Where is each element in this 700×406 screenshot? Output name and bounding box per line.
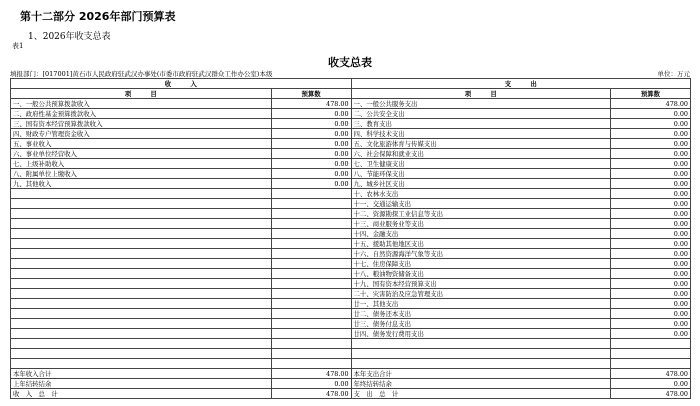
table-row bbox=[11, 269, 691, 279]
expense-item-cell: 三、教育支出 bbox=[351, 119, 610, 129]
expense-value-cell: 0.00 bbox=[610, 379, 690, 389]
income-item-cell: 九、其他收入 bbox=[11, 179, 272, 189]
expense-item-cell bbox=[351, 349, 610, 359]
income-item-cell bbox=[11, 359, 272, 369]
table-row bbox=[11, 359, 691, 369]
income-value-cell: 478.00 bbox=[271, 99, 351, 109]
expense-value-cell: 0.00 bbox=[610, 129, 690, 139]
table-row bbox=[11, 259, 691, 269]
income-item-cell bbox=[11, 339, 272, 349]
income-budget-header: 预算数 bbox=[271, 89, 351, 99]
expense-item-cell: 二十、灾害防治及应急管理支出 bbox=[351, 289, 610, 299]
expense-item-cell: 廿三、债务付息支出 bbox=[351, 319, 610, 329]
expense-item-cell: 五、文化旅游体育与传媒支出 bbox=[351, 139, 610, 149]
table-row bbox=[11, 239, 691, 249]
income-item-cell: 本年收入合计 bbox=[11, 369, 272, 379]
expense-value-cell: 0.00 bbox=[610, 189, 690, 199]
table-row bbox=[11, 209, 691, 219]
income-value-cell bbox=[271, 329, 351, 339]
income-value-cell: 0.00 bbox=[271, 159, 351, 169]
income-item-cell bbox=[11, 349, 272, 359]
expense-value-cell: 0.00 bbox=[610, 209, 690, 219]
income-value-cell bbox=[271, 309, 351, 319]
income-item-cell bbox=[11, 219, 272, 229]
expense-item-cell: 十九、国有资本经营预算支出 bbox=[351, 279, 610, 289]
table-row bbox=[11, 189, 691, 199]
income-item-cell: 三、国有资本经营预算拨款收入 bbox=[11, 119, 272, 129]
expense-item-cell: 十、农林水支出 bbox=[351, 189, 610, 199]
table-row bbox=[11, 349, 691, 359]
income-value-cell bbox=[271, 289, 351, 299]
expense-item-cell: 九、城乡社区支出 bbox=[351, 179, 610, 189]
unit-label: 单位：万元 bbox=[657, 70, 690, 78]
expense-item-cell: 七、卫生健康支出 bbox=[351, 159, 610, 169]
income-value-cell: 0.00 bbox=[271, 379, 351, 389]
table-row bbox=[11, 329, 691, 339]
income-item-cell bbox=[11, 199, 272, 209]
table-row bbox=[11, 169, 691, 179]
table-row bbox=[11, 229, 691, 239]
income-value-cell: 0.00 bbox=[271, 179, 351, 189]
income-value-cell: 0.00 bbox=[271, 169, 351, 179]
report-meta bbox=[10, 69, 690, 78]
expense-item-cell: 十六、自然资源海洋气象等支出 bbox=[351, 249, 610, 259]
expense-item-cell: 四、科学技术支出 bbox=[351, 129, 610, 139]
income-item-cell bbox=[11, 329, 272, 339]
table-column-header bbox=[11, 89, 691, 99]
income-value-cell bbox=[271, 209, 351, 219]
income-value-cell: 0.00 bbox=[271, 149, 351, 159]
expense-value-cell: 0.00 bbox=[610, 219, 690, 229]
income-value-cell bbox=[271, 199, 351, 209]
expense-item-cell: 十二、资源勘探工业信息等支出 bbox=[351, 209, 610, 219]
page-title: 收支总表 bbox=[328, 56, 372, 69]
table-row bbox=[11, 99, 691, 109]
income-item-cell: 八、附属单位上缴收入 bbox=[11, 169, 272, 179]
table-row bbox=[11, 369, 691, 379]
table-row bbox=[11, 309, 691, 319]
income-item-cell bbox=[11, 249, 272, 259]
expense-item-cell bbox=[351, 359, 610, 369]
expense-value-cell bbox=[610, 339, 690, 349]
income-value-cell bbox=[271, 239, 351, 249]
table-row bbox=[11, 219, 691, 229]
table-row bbox=[11, 149, 691, 159]
income-value-cell bbox=[271, 299, 351, 309]
expense-item-cell: 二、公共安全支出 bbox=[351, 109, 610, 119]
table-row bbox=[11, 109, 691, 119]
table-row bbox=[11, 179, 691, 189]
expense-value-cell bbox=[610, 359, 690, 369]
expense-value-cell: 478.00 bbox=[610, 369, 690, 379]
expense-value-cell: 0.00 bbox=[610, 169, 690, 179]
income-item-cell bbox=[11, 229, 272, 239]
income-value-cell bbox=[271, 229, 351, 239]
income-item-cell: 收 入 总 计 bbox=[11, 389, 272, 399]
table-row bbox=[11, 289, 691, 299]
expense-value-cell: 0.00 bbox=[610, 299, 690, 309]
income-value-cell bbox=[271, 259, 351, 269]
income-item-cell bbox=[11, 189, 272, 199]
table-subtitle: 1、2026年收支总表 bbox=[28, 32, 111, 42]
income-value-cell: 0.00 bbox=[271, 109, 351, 119]
expense-value-cell: 0.00 bbox=[610, 159, 690, 169]
income-value-cell bbox=[271, 249, 351, 259]
expense-value-cell: 0.00 bbox=[610, 309, 690, 319]
income-value-cell: 0.00 bbox=[271, 129, 351, 139]
expense-value-cell: 0.00 bbox=[610, 179, 690, 189]
expense-item-cell: 廿四、债务发行费用支出 bbox=[351, 329, 610, 339]
income-item-cell bbox=[11, 209, 272, 219]
expense-value-cell: 478.00 bbox=[610, 99, 690, 109]
reporting-department: 填报部门：[017001]黄石市人民政府驻武汉办事处(市委市政府驻武汉群众工作办公室)本级 bbox=[10, 70, 273, 78]
expense-value-cell: 0.00 bbox=[610, 199, 690, 209]
expense-item-cell: 一、一般公共服务支出 bbox=[351, 99, 610, 109]
income-item-cell bbox=[11, 299, 272, 309]
income-item-cell bbox=[11, 319, 272, 329]
table-row bbox=[11, 279, 691, 289]
table-row bbox=[11, 129, 691, 139]
expense-value-cell: 0.00 bbox=[610, 139, 690, 149]
income-item-cell: 七、上级补助收入 bbox=[11, 159, 272, 169]
income-value-cell bbox=[271, 359, 351, 369]
table-group-header bbox=[11, 79, 691, 89]
income-item-cell: 二、政府性基金预算拨款收入 bbox=[11, 109, 272, 119]
expense-item-cell: 十八、粮油物资储备支出 bbox=[351, 269, 610, 279]
expense-item-cell: 十一、交通运输支出 bbox=[351, 199, 610, 209]
table-row bbox=[11, 139, 691, 149]
expense-item-cell: 八、节能环保支出 bbox=[351, 169, 610, 179]
income-header: 收 入 bbox=[11, 79, 352, 89]
income-item-cell bbox=[11, 309, 272, 319]
expense-header: 支 出 bbox=[351, 79, 690, 89]
income-value-cell: 478.00 bbox=[271, 369, 351, 379]
income-item-cell bbox=[11, 239, 272, 249]
expense-value-cell: 0.00 bbox=[610, 249, 690, 259]
expense-item-cell: 年终结转结余 bbox=[351, 379, 610, 389]
income-item-cell: 六、事业单位经营收入 bbox=[11, 149, 272, 159]
expense-value-cell: 0.00 bbox=[610, 319, 690, 329]
table-row bbox=[11, 119, 691, 129]
expense-item-cell: 十三、商业服务业等支出 bbox=[351, 219, 610, 229]
income-item-cell bbox=[11, 289, 272, 299]
income-item-cell bbox=[11, 269, 272, 279]
expense-value-cell: 0.00 bbox=[610, 229, 690, 239]
expense-value-cell: 0.00 bbox=[610, 149, 690, 159]
expense-value-cell: 0.00 bbox=[610, 289, 690, 299]
income-value-cell bbox=[271, 269, 351, 279]
income-value-cell: 0.00 bbox=[271, 139, 351, 149]
income-value-cell: 0.00 bbox=[271, 119, 351, 129]
expense-budget-header: 预算数 bbox=[610, 89, 690, 99]
table-row bbox=[11, 199, 691, 209]
income-value-cell bbox=[271, 189, 351, 199]
income-value-cell: 478.00 bbox=[271, 389, 351, 399]
expense-item-cell: 十四、金融支出 bbox=[351, 229, 610, 239]
income-item-cell bbox=[11, 279, 272, 289]
expense-value-cell: 0.00 bbox=[610, 119, 690, 129]
expense-value-cell: 0.00 bbox=[610, 329, 690, 339]
expense-item-cell: 六、社会保障和就业支出 bbox=[351, 149, 610, 159]
expense-item-cell: 支 出 总 计 bbox=[351, 389, 610, 399]
income-value-cell bbox=[271, 339, 351, 349]
revenue-expenditure-table bbox=[10, 78, 691, 399]
expense-item-header: 项 目 bbox=[351, 89, 610, 99]
expense-item-cell: 廿二、债务还本支出 bbox=[351, 309, 610, 319]
table-row bbox=[11, 379, 691, 389]
expense-value-cell: 0.00 bbox=[610, 279, 690, 289]
income-value-cell bbox=[271, 349, 351, 359]
income-value-cell bbox=[271, 319, 351, 329]
expense-value-cell bbox=[610, 349, 690, 359]
table-row bbox=[11, 299, 691, 309]
table-row bbox=[11, 339, 691, 349]
expense-value-cell: 0.00 bbox=[610, 259, 690, 269]
income-item-cell: 上年结转结余 bbox=[11, 379, 272, 389]
income-value-cell bbox=[271, 219, 351, 229]
section-title: 第十二部分 2026年部门预算表 bbox=[20, 10, 176, 23]
expense-item-cell bbox=[351, 339, 610, 349]
expense-item-cell: 本年支出合计 bbox=[351, 369, 610, 379]
table-row bbox=[11, 159, 691, 169]
table-row bbox=[11, 389, 691, 399]
income-value-cell bbox=[271, 279, 351, 289]
expense-item-cell: 十七、住房保障支出 bbox=[351, 259, 610, 269]
table-row bbox=[11, 319, 691, 329]
income-item-cell bbox=[11, 259, 272, 269]
table-number: 表1 bbox=[12, 42, 24, 50]
income-item-cell: 一、一般公共预算拨款收入 bbox=[11, 99, 272, 109]
table-row bbox=[11, 249, 691, 259]
income-item-header: 项 目 bbox=[11, 89, 272, 99]
expense-value-cell: 0.00 bbox=[610, 239, 690, 249]
expense-value-cell: 0.00 bbox=[610, 269, 690, 279]
income-item-cell: 五、事业收入 bbox=[11, 139, 272, 149]
expense-item-cell: 十五、援助其他地区支出 bbox=[351, 239, 610, 249]
expense-item-cell: 廿一、其他支出 bbox=[351, 299, 610, 309]
income-item-cell: 四、财政专户管理资金收入 bbox=[11, 129, 272, 139]
expense-value-cell: 478.00 bbox=[610, 389, 690, 399]
expense-value-cell: 0.00 bbox=[610, 109, 690, 119]
